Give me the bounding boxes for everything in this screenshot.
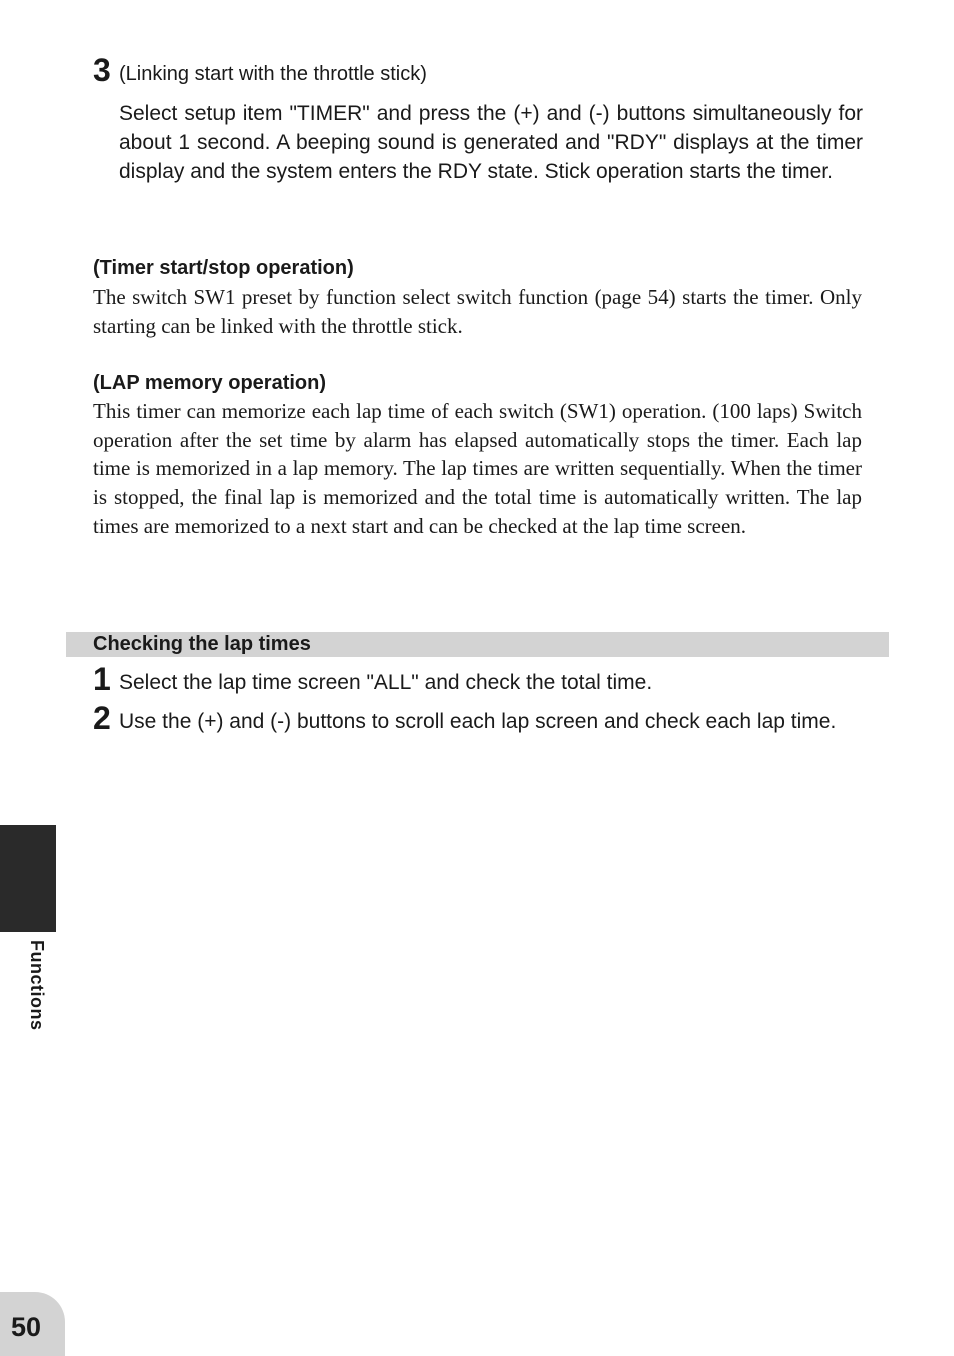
section-heading-bar (66, 632, 889, 657)
lap-memory-body: This timer can memorize each lap time of each switch (SW1) operation. (100 laps) Switch operation after the set time by alarm has elapsed automatically stops the timer. Each lap time is memorized in a lap memory. The lap times are written sequentially. When the timer is stopped, the final lap is memorized and the total time is automatically written. The lap times are memorized to a next start and can be checked at the lap time screen. (93, 399, 862, 538)
timer-start-stop-body: The switch SW1 preset by function select switch function (page 54) starts the timer. Only starting can be linked with the throttle stick. (93, 285, 862, 338)
side-tab-label: Functions (27, 940, 47, 1031)
step-3-body: Select setup item "TIMER" and press the (+) and (-) buttons simultaneously for about 1 second. A beeping sound is generated and "RDY" displays at the timer display and the system enters the RDY state. Stick operation starts the timer. (119, 102, 863, 183)
step-2-text: Use the (+) and (-) buttons to scroll each lap screen and check each lap time. (119, 710, 837, 733)
step-1-number: 1 (93, 661, 111, 697)
section-title: Checking the lap times (93, 633, 311, 655)
timer-start-stop-heading: (Timer start/stop operation) (93, 257, 354, 279)
step-2-number: 2 (93, 700, 111, 736)
page-number: 50 (11, 1312, 42, 1342)
side-tab-marker (0, 825, 56, 932)
step-3-label: (Linking start with the throttle stick) (119, 63, 427, 85)
step-1-text: Select the lap time screen "ALL" and check the total time. (119, 671, 653, 694)
step-3-number: 3 (93, 52, 111, 88)
lap-memory-heading: (LAP memory operation) (93, 372, 326, 394)
